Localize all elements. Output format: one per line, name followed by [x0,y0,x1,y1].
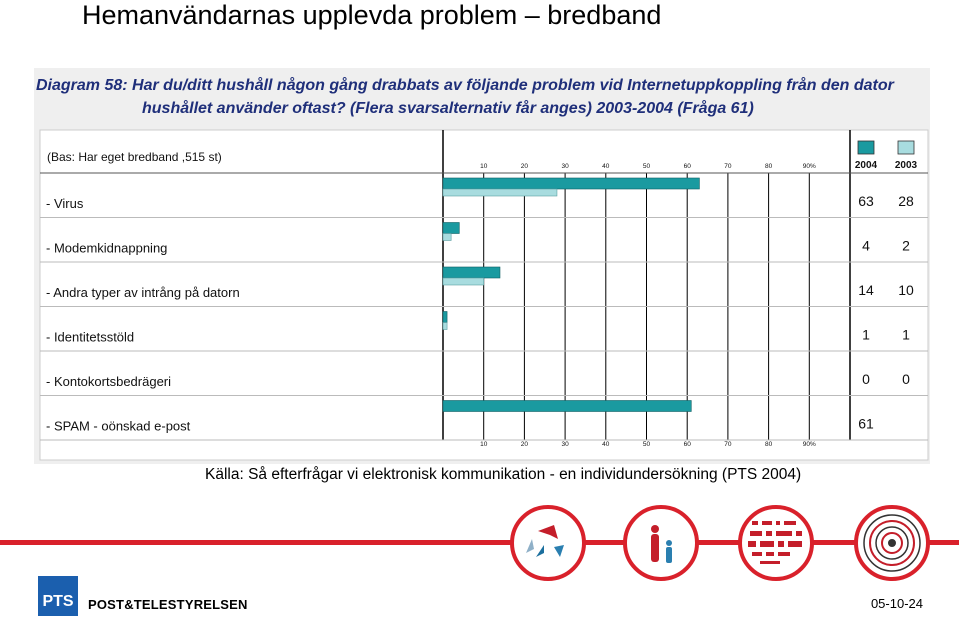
legend-label: 2003 [894,160,918,171]
family-icon [623,505,699,581]
tick-label-top: 10 [480,163,488,170]
tick-label-top: 30 [561,163,569,170]
legend-swatch [898,141,914,154]
chart-header-line2: hushållet använder oftast? (Flera svarsalternativ får anges) 2003-2004 (Fråga 61) [142,100,754,117]
base-note: (Bas: Har eget bredband ,515 st) [47,150,222,164]
value-label-2004: 63 [858,193,874,209]
value-label-2003: 1 [902,326,910,343]
tick-label-bottom: 40 [602,441,610,448]
value-label-2004: 14 [858,282,874,298]
value-label-2004: 61 [858,415,874,432]
slide-date: 05-10-24 [870,596,923,611]
category-label: - Identitetsstöld [46,329,135,345]
bar-2003 [443,189,557,196]
value-label-2004: 4 [862,237,870,254]
value-label-2003: 28 [898,193,914,209]
tick-label-top: 90% [802,163,816,170]
source-note: Källa: Så efterfrågar vi elektronisk kommunikation - en individundersökning (PTS 2004) [205,466,802,483]
bar-2003 [443,323,447,330]
legend-swatch [858,141,874,154]
tick-label-bottom: 30 [561,441,569,448]
chart-header-line1: Diagram 58: Har du/ditt hushåll någon gång drabbats av följande problem vid Internetuppkoppling från den dator [36,77,894,94]
tick-label-top: 80 [764,163,773,170]
tick-label-top: 40 [602,163,610,170]
pts-logo-text: PTS [42,593,74,610]
value-label-2003: 0 [902,371,910,387]
value-label-2003: 2 [902,237,910,254]
category-label: - SPAM - oönskad e-post [46,418,191,434]
bar-2003 [443,278,484,285]
tick-label-bottom: 70 [724,441,732,448]
tick-label-bottom: 60 [683,441,691,448]
legend-label: 2004 [854,160,878,171]
category-label: - Kontokortsbedrägeri [46,374,172,389]
bar-2003 [443,234,451,241]
category-label: - Modemkidnappning [46,240,168,256]
tick-label-bottom: 80 [764,441,773,448]
arrows-icon [510,505,586,581]
bar-2004 [443,401,691,412]
bar-2004 [443,267,500,278]
tick-label-bottom: 20 [520,441,529,448]
category-label: - Virus [46,196,84,211]
target-circles-icon [854,505,930,581]
category-label: - Andra typer av intrång på datorn [46,285,240,300]
slide-title: Hemanvändarnas upplevda problem – bredband [82,0,662,30]
data-grid-icon [738,505,814,581]
value-label-2004: 1 [862,326,870,343]
pts-logo [38,576,78,616]
tick-label-bottom: 50 [642,441,651,448]
bar-2004 [443,312,447,323]
tick-label-bottom: 10 [480,441,488,448]
value-label-2003: 10 [898,282,914,298]
tick-label-top: 60 [683,163,691,170]
bar-2004 [443,223,459,234]
bar-2004 [443,178,699,189]
tick-label-bottom: 90% [802,441,816,448]
value-label-2004: 0 [862,371,870,387]
tick-label-top: 20 [520,163,529,170]
tick-label-top: 50 [642,163,651,170]
footer-red-line [0,540,959,545]
tick-label-top: 70 [724,163,732,170]
brand-name: POST&TELESTYRELSEN [88,597,248,612]
